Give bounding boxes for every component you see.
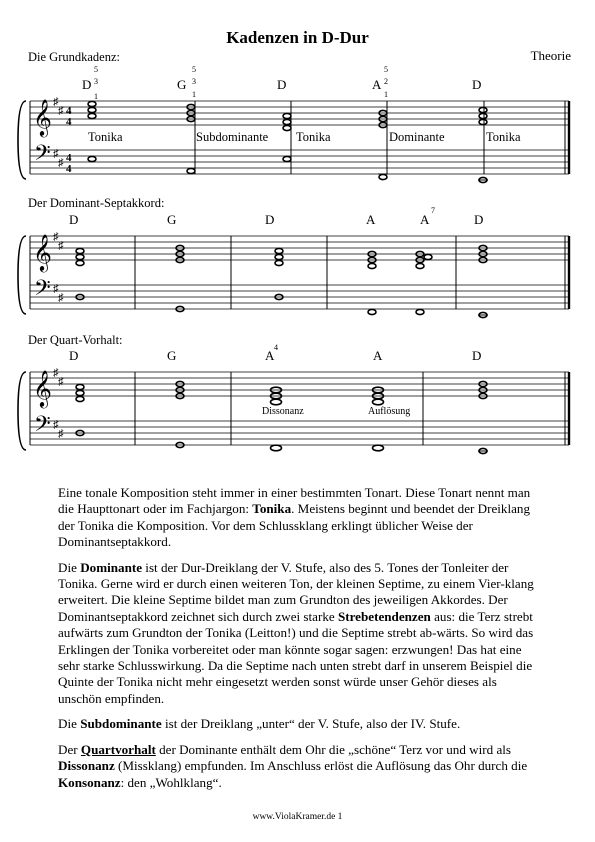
paragraph-quartvorhalt: Der Quartvorhalt der Dominante enthält dem Ohr die „schöne“ Terz vor und wird als Dissonanz (Missklang) empfunden. Im Anschluss erlöst die Auflösung das Ohr durch die Konsonanz: den „Wohlklang“. <box>58 741 528 790</box>
chord-superscript: 7 <box>431 206 435 215</box>
paragraph-subdominante: Die Subdominante ist der Dreiklang „unter“ der V. Stufe, also der IV. Stufe. <box>58 716 461 732</box>
footer: www.ViolaKramer.de 1 <box>252 812 343 822</box>
chord-name: D <box>472 348 482 363</box>
svg-text:♯: ♯ <box>53 283 59 295</box>
paragraph-dominante: Die Dominante ist der Dur-Dreiklang der V. Stufe, also des 5. Tones der Tonleiter der Tonika. Gerne wird er durch einen weiteren Ton, der kleinen Septime, zu einem Vier-klang erweitert. Die kleine Septime bildet man zum Grundton des jeweiligen Akkordes. Der Dominantseptakkord zeichnet sich durch zwei starke Strebetendenzen aus: die Terz strebt aufwärts zum Grundton der Tonika (Leitton!) und die Septime strebt ab-wärts. So wird das Erklingen der Tonika vorbereitet oder man könnte sogar sagen: erzwungen! Das hat eine sehr starke Schlusswirkung. Da die Septime nach unten strebt darf in unserem Beispiel die Quinte der Tonika nicht mehr eingesetzt werden sonst würde unser Gehör dieses als unschön empfinden. <box>58 559 534 706</box>
chord-figure: 1 <box>384 90 388 99</box>
chord-name: G <box>167 212 177 227</box>
chord-name: A <box>366 212 376 227</box>
svg-text:♯: ♯ <box>53 367 59 379</box>
chord-name: G <box>177 77 187 92</box>
svg-text:4: 4 <box>66 116 72 128</box>
section-label-dominant-septakkord: Der Dominant-Septakkord: <box>28 196 165 210</box>
svg-text:♯: ♯ <box>58 105 64 117</box>
chord-name: A <box>373 348 383 363</box>
chord-name: A <box>420 212 430 227</box>
function-label: Tonika <box>296 130 331 144</box>
function-label: Subdominante <box>196 130 269 144</box>
svg-text:♯: ♯ <box>53 96 59 108</box>
chord-figure: 1 <box>192 90 196 99</box>
svg-text:♯: ♯ <box>58 376 64 388</box>
chord-figure: 3 <box>94 77 98 86</box>
annotation-dissonanz: Dissonanz <box>262 406 304 417</box>
svg-text:𝄢: 𝄢 <box>34 412 51 441</box>
category-label: Theorie <box>530 48 571 63</box>
chord-name: D <box>69 212 79 227</box>
page-title: Kadenzen in D-Dur <box>226 28 369 47</box>
svg-text:𝄢: 𝄢 <box>34 276 51 305</box>
body-text <box>58 485 540 800</box>
chord-name: D <box>277 77 287 92</box>
function-label: Tonika <box>88 130 123 144</box>
svg-text:𝄞: 𝄞 <box>33 99 52 135</box>
svg-text:♯: ♯ <box>58 428 64 440</box>
chord-name: D <box>474 212 484 227</box>
svg-text:4: 4 <box>66 105 72 117</box>
chord-name: A <box>265 348 275 363</box>
section-label-quart-vorhalt: Der Quart-Vorhalt: <box>28 333 123 347</box>
chord-name: D <box>265 212 275 227</box>
svg-text:♯: ♯ <box>58 240 64 252</box>
chord-figure: 1 <box>94 92 98 101</box>
chord-name: G <box>167 348 177 363</box>
svg-text:♯: ♯ <box>58 292 64 304</box>
svg-text:♯: ♯ <box>53 419 59 431</box>
chord-name: D <box>69 348 79 363</box>
paragraph-tonika: Eine tonale Komposition steht immer in einer bestimmten Tonart. Diese Tonart nennt man die Haupttonart oder im Fachjargon: Tonika. Meistens beginnt und beendet der Dreiklang der Tonika die Komposition. Vor dem Schlussklang erklingt üblicher Weise der Dominantseptakkord. <box>58 485 531 550</box>
svg-text:𝄞: 𝄞 <box>33 234 52 270</box>
chord-figure: 2 <box>384 77 388 86</box>
function-label: Dominante <box>389 130 445 144</box>
svg-text:4: 4 <box>66 163 72 175</box>
annotation-aufloesung: Auflösung <box>368 406 411 417</box>
svg-text:♯: ♯ <box>58 157 64 169</box>
function-label: Tonika <box>486 130 521 144</box>
svg-text:♯: ♯ <box>53 148 59 160</box>
svg-text:4: 4 <box>66 152 72 164</box>
chord-figure: 5 <box>94 65 98 74</box>
chord-figure: 5 <box>192 65 196 74</box>
chord-figure: 5 <box>384 65 388 74</box>
svg-text:♯: ♯ <box>53 231 59 243</box>
chord-figure: 3 <box>192 77 196 86</box>
chord-name: D <box>472 77 482 92</box>
chord-name: D <box>82 77 92 92</box>
chord-name: A <box>372 77 382 92</box>
chord-superscript: 4 <box>274 343 278 352</box>
svg-text:𝄢: 𝄢 <box>34 141 51 170</box>
section-label-grundkadenz: Die Grundkadenz: <box>28 50 120 64</box>
svg-text:𝄞: 𝄞 <box>33 370 52 406</box>
